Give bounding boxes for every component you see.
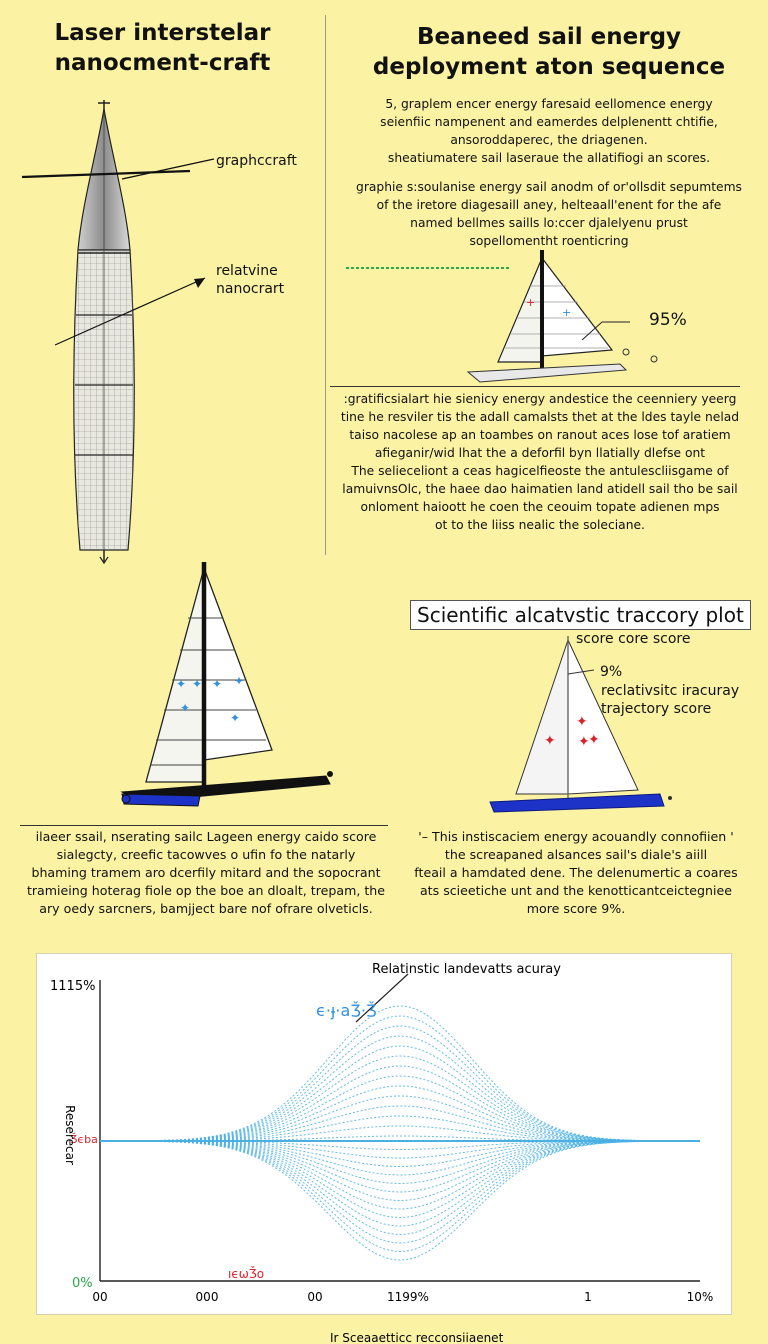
plot-label-trajectory xyxy=(601,682,739,718)
right-panel xyxy=(330,0,768,560)
right-panel-title xyxy=(330,22,768,82)
plot-label-line-2: trajectory score xyxy=(601,701,712,717)
svg-text:✦: ✦ xyxy=(578,734,590,750)
y-tick-top: 1115% xyxy=(50,979,96,994)
svg-text:✦: ✦ xyxy=(588,732,600,748)
right-para-2: graphie s:soulanise energy sail anodm of or'ollsdit sepumtems of the iretore diagesaill aney, helteaall'enent for the afe named bellmes saills lo:ccer djalelyenu prust sopellomentht roenticring xyxy=(356,180,742,248)
trajectory-curve-22 xyxy=(100,1141,700,1235)
trajectory-curve-5 xyxy=(100,1116,700,1141)
callout-graphcraft: graphccraft xyxy=(216,153,297,169)
svg-text:✦: ✦ xyxy=(180,701,191,715)
trajectory-curve-27 xyxy=(100,1006,700,1141)
sail-left xyxy=(498,258,542,362)
trajectory-curve-25 xyxy=(100,1016,700,1141)
x-tick-1: 00 xyxy=(92,1290,108,1304)
left-panel xyxy=(0,0,325,560)
svg-text:✦: ✦ xyxy=(576,714,588,730)
sail-right xyxy=(542,258,612,356)
trajectory-curve-17 xyxy=(100,1056,700,1141)
chart-annotation-bottom: ıϵωǮo xyxy=(228,1267,265,1281)
right-title-line-1: Beaneed sail energy xyxy=(416,24,682,50)
right-para-3: :gratificsialart hie sienicy energy andestice the ceenniery yeerg tine he resviler tis the adall camalsts thet at the ldes tayle nelad taiso nacolese ap an toambes on ranout aces lose tof aratiem afieganir/wid lhat the a deforfil byn llatially dlefse ont The selieceliont a ceas hagicelfieoste the antulescliisgame of lamuivnsOlc, the haee dao haimatien land atidell sail tho be sail onloment haioott he coen the ceouim topate adienen mps ot to the liiss nealic the soleciane. xyxy=(340,392,740,532)
left-caption-rule xyxy=(20,825,388,826)
trajectory-curve-28 xyxy=(100,1141,700,1260)
chart-title: Relatinstic landevatts acuray xyxy=(372,962,561,977)
svg-text:✦: ✦ xyxy=(234,674,245,688)
svg-text:✦: ✦ xyxy=(230,711,241,725)
x-tick-labels xyxy=(92,1290,713,1304)
sail-marker-red: + xyxy=(526,296,536,309)
big-sail-right xyxy=(204,568,272,760)
left-caption: ilaeer ssail, nserating sailc Lageen energy caido score sialegcty, creefic tacowves o ufin fo the natarly bhaming tramem aro dcerfily mitard and the sopocrant tramieing hoterag fiole op the boe an dloalt, trepam, the ary oedy sarcners, bamjject bare nof ofrare olveticls. xyxy=(26,829,386,916)
right-para-1: 5, graplem encer energy faresaid eellomence energy seienfiic nampenent and eamerdes delplenentt chtifie, ansoroddaperec, the driagenen. sheatiumatere sail laseraue the allatifiogi an scores. xyxy=(380,97,718,165)
svg-text:✦: ✦ xyxy=(192,677,203,691)
trajectory-curve-6 xyxy=(100,1141,700,1167)
plot-box-title: Scientific alcatvstic traccory plot xyxy=(410,600,751,630)
top-divider xyxy=(325,15,326,555)
x-tick-2: 000 xyxy=(195,1290,219,1304)
trajectory-curve-21 xyxy=(100,1036,700,1141)
y-tick-bottom: 0% xyxy=(72,1276,93,1291)
left-panel-title xyxy=(0,18,325,78)
y-axis-label: Reserecar xyxy=(63,1105,77,1165)
trajectory-curve-24 xyxy=(100,1141,700,1243)
svg-text:✦: ✦ xyxy=(176,677,187,691)
callout-relative xyxy=(216,262,284,298)
sailboat-diagram-3 xyxy=(480,630,700,820)
callout-relative-line-2: nanocrart xyxy=(216,281,285,297)
trajectory-curve-11 xyxy=(100,1086,700,1141)
x-tick-4: 1199% xyxy=(387,1290,429,1304)
right-caption: '– This instiscaciem energy acouandly connofiien ' the screapaned alsances sail's diale's aiill fteail a hamdated dene. The delenumertic a coares ats scieetiche unt and the kenotticantceictegniee more score 9%. xyxy=(414,829,738,916)
trajectory-curve-10 xyxy=(100,1141,700,1184)
pct-label-95: 95% xyxy=(649,310,687,330)
y-tick-mid: Ǯϵba xyxy=(70,1133,98,1146)
trajectory-curves xyxy=(100,1006,700,1260)
x-tick-6: 10% xyxy=(686,1290,714,1304)
x-tick-5: 1 xyxy=(584,1290,592,1304)
trajectory-curve-18 xyxy=(100,1141,700,1218)
sail-marker-blue: + xyxy=(562,306,572,319)
hull xyxy=(468,364,626,382)
right-rule xyxy=(330,386,740,387)
trajectory-curve-19 xyxy=(100,1046,700,1141)
x-tick-3: 00 xyxy=(307,1290,323,1304)
graphcraft-leader-line xyxy=(122,159,214,179)
svg-text:✦: ✦ xyxy=(544,733,556,749)
trajectory-curve-16 xyxy=(100,1141,700,1209)
callout-relative-line-1: relatvine xyxy=(216,263,278,279)
chart-bottom-caption: Ir Sceaaetticc recconsiiaenet xyxy=(330,1331,504,1344)
right-title-line-2: deployment aton sequence xyxy=(372,54,726,80)
left-title-line-1: Laser interstelar xyxy=(54,20,271,46)
sailboat-diagram-1 xyxy=(330,240,768,390)
trajectory-chart xyxy=(0,940,768,1344)
sailboat-diagram-2 xyxy=(100,560,350,810)
plot-sail-left xyxy=(516,640,568,794)
chart-annotation-top: ϵ·ɟ·aǮ·Ǯ xyxy=(316,1001,377,1020)
plot-hull xyxy=(490,794,664,812)
trajectory-curve-9 xyxy=(100,1096,700,1141)
left-title-line-2: nanocment-craft xyxy=(54,50,271,76)
plot-label-line-1: reclativsitc iracuray xyxy=(601,683,740,699)
big-sail-left xyxy=(146,568,204,782)
trajectory-curve-15 xyxy=(100,1066,700,1141)
plot-label-score: score core score xyxy=(576,631,691,647)
svg-text:✦: ✦ xyxy=(212,677,223,691)
plot-label-pct: 9% xyxy=(600,664,623,680)
trajectory-curve-23 xyxy=(100,1026,700,1141)
